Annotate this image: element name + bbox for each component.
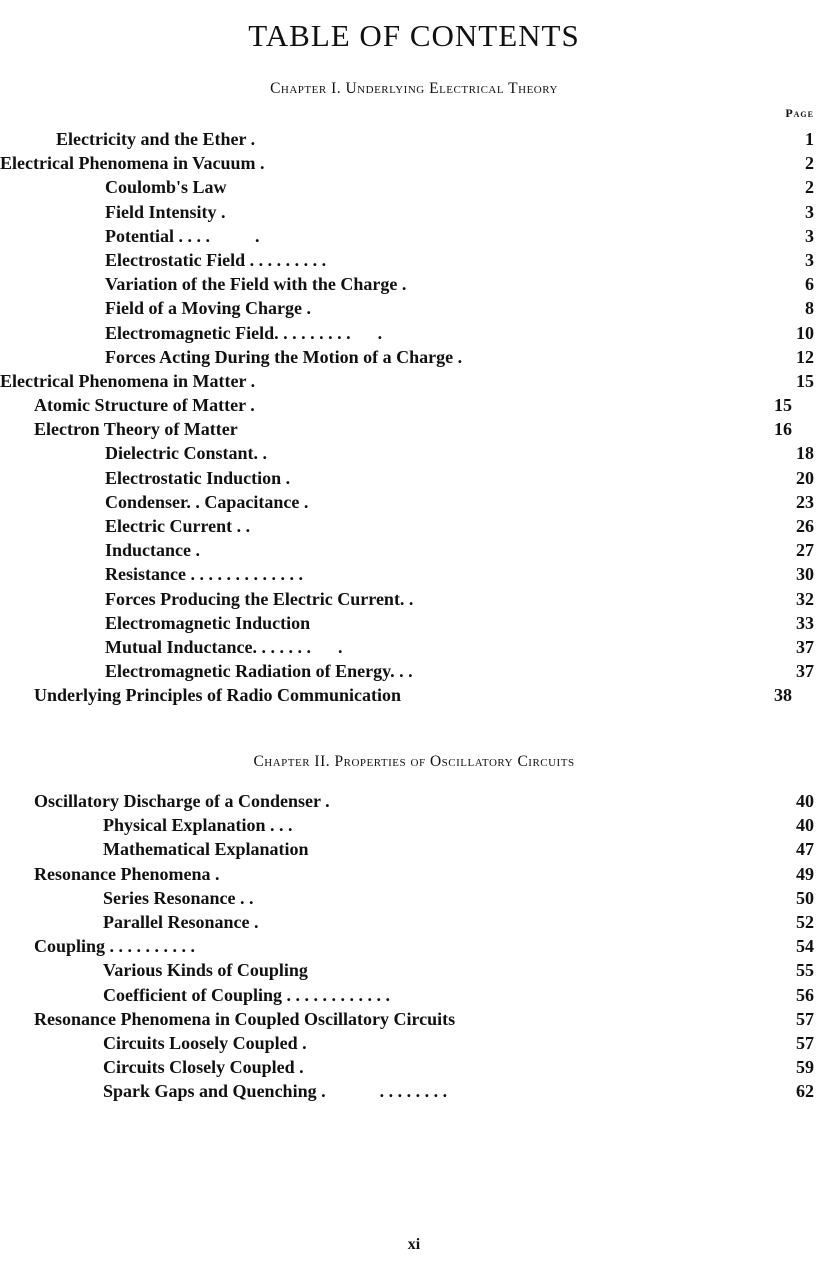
toc-entry-page: 8 — [805, 298, 814, 319]
toc-entry-page: 12 — [796, 346, 814, 367]
toc-entry[interactable] — [0, 659, 828, 683]
toc-entry[interactable] — [0, 1055, 828, 1079]
toc-entry-title: Parallel Resonance . — [103, 911, 259, 932]
toc-entry[interactable] — [0, 934, 828, 958]
toc-entry-title: Resonance Phenomena . — [34, 863, 220, 884]
toc-entry-page: 10 — [796, 322, 814, 343]
toc-entry[interactable] — [0, 562, 828, 586]
toc-entry-page: 37 — [796, 661, 814, 682]
toc-entry-title: Circuits Loosely Coupled . — [103, 1032, 307, 1053]
toc-entry-page: 18 — [796, 443, 814, 464]
toc-entry-title: Field Intensity . — [105, 201, 226, 222]
toc-entry-page: 57 — [796, 1008, 814, 1029]
toc-entry-page: 3 — [805, 201, 814, 222]
toc-entry-page: 26 — [796, 516, 814, 536]
toc-entry-page: 40 — [796, 791, 814, 811]
toc-entry-title: Mutual Inductance. . . . . . . . — [105, 636, 343, 657]
toc-entry-title: Coulomb's Law — [105, 177, 227, 198]
toc-entry-page: 38 — [774, 685, 792, 706]
toc-entry-page: 32 — [796, 588, 814, 609]
toc-entry[interactable] — [0, 587, 828, 611]
toc-entry-title: Series Resonance . . — [103, 887, 254, 908]
toc-entry[interactable] — [0, 538, 828, 562]
toc-entry-page: 52 — [796, 911, 814, 932]
toc-entry[interactable] — [0, 862, 828, 886]
toc-entry-title: Spark Gaps and Quenching . . . . . . . . . — [103, 1081, 448, 1102]
toc-entry[interactable] — [0, 611, 828, 635]
toc-entry-title: Variation of the Field with the Charge . — [105, 274, 407, 295]
toc-entry-page: 23 — [796, 491, 814, 512]
toc-entry-page: 40 — [796, 815, 814, 836]
toc-entry-page: 30 — [796, 564, 814, 585]
toc-entry-title: Electromagnetic Induction — [105, 612, 311, 633]
toc-entry[interactable] — [0, 789, 828, 813]
toc-entry-page: 15 — [774, 395, 792, 416]
toc-entry-page: 16 — [774, 419, 792, 440]
toc-entry-title: Various Kinds of Coupling — [103, 960, 308, 981]
toc-entry[interactable] — [0, 837, 828, 861]
toc-entry-title: Field of a Moving Charge . — [105, 298, 311, 319]
toc-entry[interactable] — [0, 983, 828, 1007]
toc-entry-page: 59 — [796, 1057, 814, 1078]
toc-entry-title: Forces Producing the Electric Current. . — [105, 588, 414, 609]
toc-entry-title: Atomic Structure of Matter . — [34, 395, 255, 416]
toc-entry[interactable] — [0, 369, 828, 393]
toc-entry-title: Underlying Principles of Radio Communication — [34, 685, 402, 706]
toc-entry[interactable] — [0, 248, 828, 272]
toc-entry[interactable] — [0, 683, 828, 707]
toc-entry[interactable] — [0, 417, 828, 441]
toc-entry-page: 3 — [805, 249, 814, 270]
toc-entry-page: 54 — [796, 936, 814, 957]
toc-entry-title: Resistance . . . . . . . . . . . . . — [105, 564, 303, 585]
toc-entry-title: Electric Current . . — [105, 516, 251, 536]
toc-entry[interactable] — [0, 345, 828, 369]
toc-entry[interactable] — [0, 441, 828, 465]
toc-entry[interactable] — [0, 514, 828, 538]
toc-entry[interactable] — [0, 321, 828, 345]
toc-entry-title: Electrostatic Field . . . . . . . . . — [105, 249, 327, 270]
toc-entry-title: Resonance Phenomena in Coupled Oscillatory Circuits — [34, 1008, 456, 1029]
toc-entry[interactable] — [0, 296, 828, 320]
chapter-2-contents — [0, 789, 828, 1103]
toc-entry[interactable] — [0, 393, 828, 417]
toc-entry-title: Electromagnetic Field. . . . . . . . . . — [105, 322, 383, 343]
toc-entry-page: 47 — [796, 839, 814, 860]
toc-entry-page: 55 — [796, 960, 814, 981]
toc-entry[interactable] — [0, 490, 828, 514]
toc-entry-title: Coupling . . . . . . . . . . — [34, 936, 196, 957]
toc-entry-title: Coefficient of Coupling . . . . . . . . . . . . — [103, 984, 390, 1005]
toc-entry-title: Inductance . — [105, 540, 201, 561]
toc-entry-page: 49 — [796, 863, 814, 884]
toc-entry[interactable] — [0, 813, 828, 837]
toc-entry-title: Mathematical Explanation — [103, 839, 309, 860]
toc-entry[interactable] — [0, 1007, 828, 1031]
toc-entry-page: 50 — [796, 887, 814, 908]
toc-entry-title: Electrical Phenomena in Vacuum . — [0, 153, 265, 174]
toc-entry-title: Dielectric Constant. . — [105, 443, 267, 464]
toc-entry-page: 33 — [796, 612, 814, 633]
toc-entry-page: 62 — [796, 1081, 814, 1102]
toc-entry-page: 6 — [805, 274, 814, 295]
toc-entry[interactable] — [0, 175, 828, 199]
toc-entry-page: 3 — [805, 225, 814, 246]
toc-entry-page: 37 — [796, 636, 814, 657]
toc-entry-title: Electron Theory of Matter — [34, 419, 238, 440]
toc-entry-title: Potential . . . . . — [105, 225, 260, 246]
page-column-header: Page — [785, 106, 814, 120]
toc-entry[interactable] — [0, 224, 828, 248]
toc-entry-page: 2 — [805, 153, 814, 174]
toc-entry[interactable] — [0, 1079, 828, 1103]
toc-entry-page: 56 — [796, 984, 814, 1005]
toc-entry-title: Condenser. . Capacitance . — [105, 491, 309, 512]
toc-entry[interactable] — [0, 151, 828, 175]
toc-entry-title: Electromagnetic Radiation of Energy. . . — [105, 661, 413, 682]
toc-entry[interactable] — [0, 200, 828, 224]
toc-entry-title: Physical Explanation . . . — [103, 815, 293, 836]
toc-entry[interactable] — [0, 635, 828, 659]
toc-entry[interactable] — [0, 958, 828, 982]
chapter-1-heading: Chapter I. Underlying Electrical Theory — [270, 80, 558, 97]
toc-entry-page: 1 — [805, 129, 814, 149]
toc-entry[interactable] — [0, 910, 828, 934]
page-title: TABLE OF CONTENTS — [248, 18, 580, 53]
chapter-2-heading: Chapter II. Properties of Oscillatory Circuits — [253, 753, 575, 770]
toc-entry-title: Oscillatory Discharge of a Condenser . — [34, 791, 330, 811]
toc-entry-page: 20 — [796, 467, 814, 488]
toc-entry[interactable] — [0, 466, 828, 490]
toc-entry-title: Forces Acting During the Motion of a Charge . — [105, 346, 463, 367]
toc-entry[interactable] — [0, 1031, 828, 1055]
toc-entry[interactable] — [0, 272, 828, 296]
toc-entry-title: Electricity and the Ether . — [56, 129, 256, 149]
page-folio: xi — [407, 1236, 421, 1253]
toc-entry-page: 27 — [796, 540, 814, 561]
toc-entry[interactable] — [0, 886, 828, 910]
toc-entry[interactable] — [0, 127, 828, 151]
toc-entry-page: 2 — [805, 177, 814, 198]
toc-entry-page: 57 — [796, 1032, 814, 1053]
toc-entry-title: Circuits Closely Coupled . — [103, 1057, 304, 1078]
toc-entry-page: 15 — [796, 370, 814, 391]
toc-entry-title: Electrostatic Induction . — [105, 467, 291, 488]
chapter-1-contents — [0, 127, 828, 708]
toc-entry-title: Electrical Phenomena in Matter . — [0, 370, 256, 391]
